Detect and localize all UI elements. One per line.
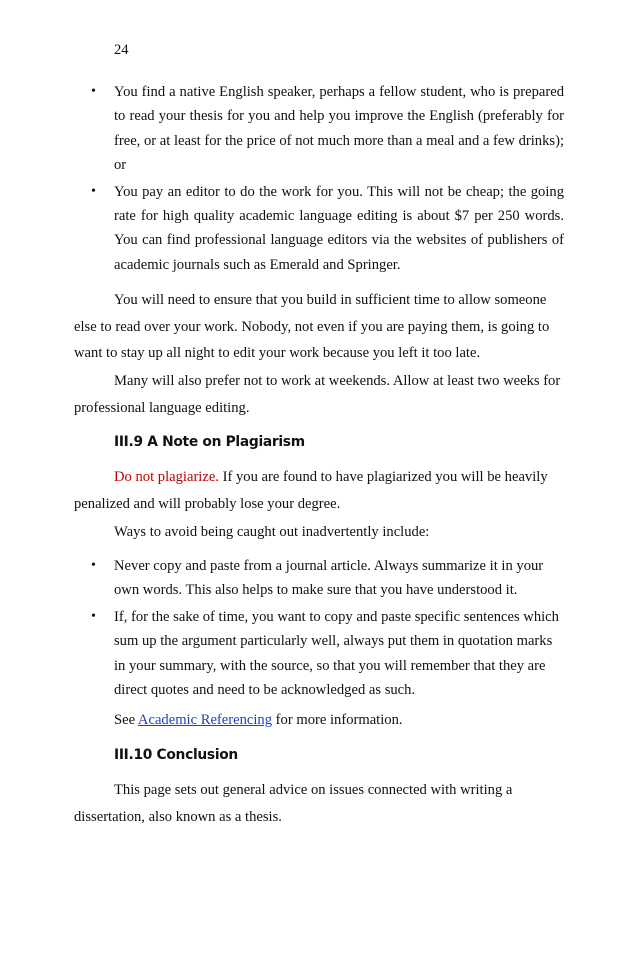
list-item [0, 554, 564, 603]
plagiarism-text: If you are found to have plagiarized you will be heavily penalized and will probably lose your degree. [74, 469, 548, 512]
paragraph-conclusion: This page sets out general advice on issues connected with writing a dissertation, also known as a thesis. [74, 782, 513, 825]
plagiarism-warning: Do not plagiarize. [114, 469, 219, 485]
plagiarism-tips-list [0, 554, 638, 702]
paragraph-plagiarism [74, 464, 566, 517]
paragraph-weekends: Many will also prefer not to work at weekends. Allow at least two weeks for professional language editing. [74, 373, 561, 416]
paragraph-see-also [74, 707, 566, 734]
section-heading-conclusion: III.10 Conclusion [114, 747, 238, 763]
see-suffix: for more information. [272, 712, 403, 728]
paragraph-time: You will need to ensure that you build in sufficient time to allow someone else to read over your work. Nobody, not even if you are paying them, is going to want to stay up all night to edit your work because you left it too late. [74, 292, 550, 361]
list-item-text: You pay an editor to do the work for you. This will not be cheap; the going rate for high quality academic language editing is about $7 per 250 words. You can find professional language editors via the websites of publishers of academic journals such as Emerald and Springer. [114, 183, 564, 273]
academic-referencing-link[interactable]: Academic Referencing [137, 712, 273, 728]
page-number: 24 [114, 42, 129, 58]
list-item [0, 180, 564, 278]
bullet-icon: • [91, 558, 96, 573]
bullet-icon: • [91, 183, 96, 199]
list-item-text: You find a native English speaker, perhaps a fellow student, who is prepared to read your thesis for you and help you improve the English (preferably for free, or at least for the price of not much more than a meal and a few drinks); or [114, 84, 564, 174]
list-item [0, 605, 564, 703]
list-item-text: If, for the sake of time, you want to copy and paste specific sentences which sum up the argument particularly well, always put them in quotation marks in your summary, with the source, so that you will remember that they are direct quotes and need to be acknowledged as such. [114, 608, 559, 699]
list-item [0, 80, 564, 178]
see-prefix: See [114, 712, 138, 728]
bullet-icon: • [91, 608, 96, 624]
section-heading-plagiarism: III.9 A Note on Plagiarism [114, 434, 305, 450]
paragraph-ways-intro: Ways to avoid being caught out inadvertently include: [114, 524, 430, 540]
bullet-icon: • [91, 84, 96, 99]
editing-options-list [0, 80, 638, 277]
list-item-text: Never copy and paste from a journal article. Always summarize it in your own words. This also helps to make sure that you have understood it. [114, 558, 544, 599]
